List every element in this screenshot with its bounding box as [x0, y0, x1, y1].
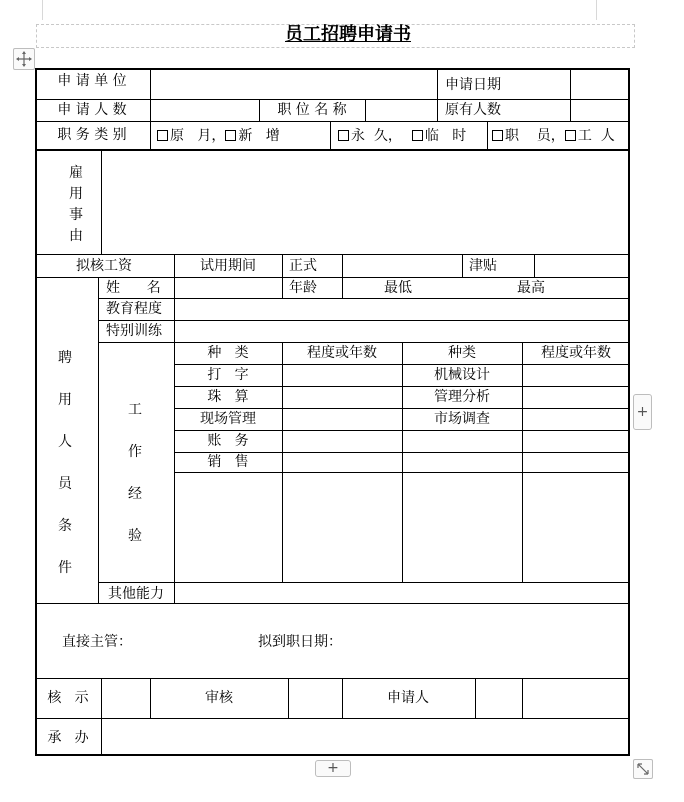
- checkbox-permanent[interactable]: [338, 130, 349, 141]
- apply-count-field[interactable]: [152, 100, 258, 120]
- apply-unit-field[interactable]: [152, 70, 436, 98]
- formal-label: 正式: [289, 258, 317, 274]
- apply-count-label: 申 请 人 数: [57, 102, 127, 118]
- apply-unit-label: 申 请 单 位: [57, 73, 127, 89]
- exp-header-degree-right: 程度或年数: [541, 345, 611, 361]
- other-ability-label: 其他能力: [108, 586, 164, 602]
- apply-date-field[interactable]: [572, 70, 628, 98]
- work-experience-label: 工 作 经 验: [128, 402, 142, 544]
- table-resize-handle[interactable]: [633, 759, 653, 779]
- other-ability-field[interactable]: [175, 583, 629, 602]
- option-worker-label: 工 人: [577, 128, 615, 144]
- review-field[interactable]: [290, 679, 341, 717]
- option-group-2: [338, 127, 466, 145]
- checkbox-worker[interactable]: [565, 130, 576, 141]
- checkbox-new[interactable]: [225, 130, 236, 141]
- reason-field[interactable]: [103, 152, 629, 253]
- exp-type-accounting: 账 务: [207, 433, 249, 449]
- job-category-label: 职 务 类 别: [57, 127, 127, 143]
- plus-icon: +: [327, 760, 339, 776]
- option-original-label: 原 月，: [170, 128, 226, 144]
- proposed-salary-label: 拟核工资: [76, 258, 132, 274]
- planned-start-date-label: 拟到职日期：: [258, 634, 342, 650]
- checkbox-original[interactable]: [157, 130, 168, 141]
- plus-icon: +: [636, 404, 649, 420]
- exp-type-abacus: 珠 算: [207, 389, 249, 405]
- education-label: 教育程度: [106, 301, 162, 317]
- approve-field[interactable]: [103, 679, 149, 717]
- exp-header-type-left: 种 类: [207, 345, 249, 361]
- name-label: 姓 名: [106, 280, 161, 296]
- conditions-label: 聘 用 人 员 条 件: [58, 350, 72, 576]
- add-row-button[interactable]: [315, 760, 351, 777]
- exp-type-sales: 销 售: [207, 454, 249, 470]
- applicant-label: 申请人: [387, 690, 429, 706]
- formal-field[interactable]: [343, 255, 461, 276]
- direct-supervisor-label: 直接主管：: [62, 634, 132, 650]
- option-group-3: [492, 127, 615, 145]
- exp-header-type-right: 种类: [448, 345, 476, 361]
- review-label: 审核: [205, 690, 233, 706]
- special-training-field[interactable]: [175, 321, 629, 341]
- allowance-label: 津贴: [469, 258, 497, 274]
- exp-type-typing: 打 字: [207, 367, 249, 383]
- apply-date-label: 申请日期: [445, 77, 501, 93]
- move-handle-icon: [14, 49, 34, 69]
- table-move-handle[interactable]: [13, 48, 35, 70]
- resize-handle-icon: [634, 760, 652, 778]
- existing-count-field[interactable]: [572, 100, 628, 120]
- handle-label: 承 办: [47, 730, 89, 746]
- position-name-field[interactable]: [367, 100, 436, 120]
- age-min-label: 最低: [384, 280, 412, 296]
- position-name-label: 职 位 名 称: [277, 102, 347, 118]
- checkbox-staff[interactable]: [492, 130, 503, 141]
- option-staff-label: 职 员，: [505, 128, 565, 144]
- option-temporary-label: 临 时: [424, 128, 467, 144]
- applicant-field[interactable]: [477, 679, 521, 717]
- existing-count-label: 原有人数: [445, 102, 501, 118]
- page-margin-guide-right: [596, 0, 597, 20]
- age-label: 年龄: [289, 280, 317, 296]
- page-margin-guide-left: [42, 0, 43, 20]
- exp-type-mechanical-design: 机械设计: [434, 367, 490, 383]
- checkbox-temporary[interactable]: [412, 130, 423, 141]
- age-max-label: 最高: [517, 280, 545, 296]
- special-training-label: 特别训练: [106, 323, 162, 339]
- education-field[interactable]: [175, 299, 629, 319]
- option-group-1: [157, 127, 280, 145]
- exp-header-degree-left: 程度或年数: [307, 345, 377, 361]
- document-title: 员工招聘申请书: [285, 24, 411, 45]
- probation-period-label: 试用期间: [200, 258, 256, 274]
- handle-field[interactable]: [103, 719, 629, 755]
- reason-label: 雇 用 事 由: [69, 165, 83, 244]
- exp-type-market-research: 市场调查: [434, 411, 490, 427]
- exp-type-management-analysis: 管理分析: [434, 389, 490, 405]
- option-new-label: 新 增: [238, 128, 280, 144]
- exp-type-site-management: 现场管理: [200, 411, 256, 427]
- name-field[interactable]: [175, 278, 281, 297]
- approve-label: 核 示: [47, 690, 89, 706]
- add-column-button[interactable]: [633, 394, 652, 430]
- allowance-field[interactable]: [535, 255, 629, 276]
- option-permanent-label: 永 久，: [351, 128, 402, 144]
